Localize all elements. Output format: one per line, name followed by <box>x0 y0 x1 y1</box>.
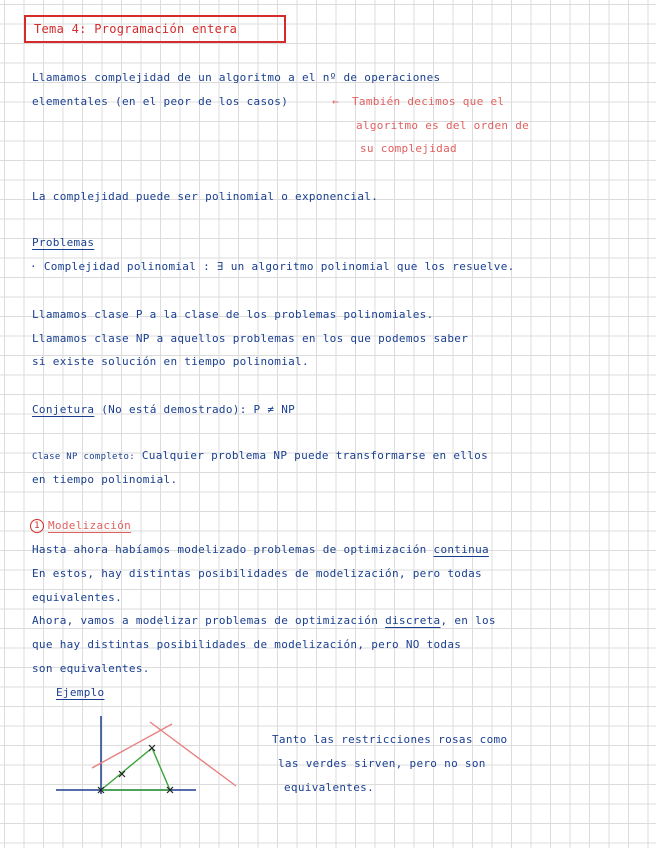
class-np-line-2: si existe solución en tiempo polinomial. <box>32 355 309 368</box>
modeling-line-2: En estos, hay distintas posibilidades de modelización, pero todas <box>32 567 482 580</box>
class-np-line-1: Llamamos clase NP a aquellos problemas en los que podemos saber <box>32 332 469 345</box>
continua-word: continua <box>433 543 489 556</box>
class-p-line: Llamamos clase P a la clase de los problemas polinomiales. <box>32 308 434 321</box>
complexity-types: La complejidad puede ser polinomial o exponencial. <box>32 190 379 203</box>
section-title: Modelización <box>48 519 132 532</box>
page-title: Tema 4: Programación entera <box>34 22 238 36</box>
note-line-2: algoritmo es del orden de <box>356 119 530 132</box>
example-note-line-2: las verdes sirven, pero no son <box>278 757 486 770</box>
note-line-3: su complejidad <box>360 142 457 155</box>
section-number: 1 <box>30 519 44 533</box>
problems-heading: Problemas <box>32 236 95 249</box>
example-label: Ejemplo <box>56 686 105 699</box>
modeling-line-3: equivalentes. <box>32 591 122 604</box>
np-complete-label: Clase NP completo: <box>32 452 135 462</box>
example-note-line-3: equivalentes. <box>284 781 374 794</box>
modeling-line-5: que hay distintas posibilidades de modelización, pero NO todas <box>32 638 462 651</box>
conjecture-label: Conjetura <box>32 403 95 416</box>
note-arrow: ← <box>332 95 339 108</box>
integer-point <box>149 745 155 751</box>
modeling-line-4-a: Ahora, vamos a modelizar problemas de optimización <box>32 614 379 627</box>
polynomial-bullet: · Complejidad polinomial : ∃ un algoritmo polinomial que los resuelve. <box>30 260 515 273</box>
note-line-1: También decimos que el <box>352 95 505 108</box>
modeling-line-6: son equivalentes. <box>32 662 150 675</box>
discreta-word: discreta <box>385 614 441 627</box>
example-note-line-1: Tanto las restricciones rosas como <box>272 733 508 746</box>
green-constraint-2 <box>152 748 170 790</box>
conjecture-text: (No está demostrado): P ≠ NP <box>101 403 296 416</box>
np-complete-text-1: Cualquier problema NP puede transformarse en ellos <box>141 449 489 462</box>
green-constraint-1 <box>101 748 152 790</box>
intro-line-1: Llamamos complejidad de un algoritmo a el nº de operaciones <box>32 71 441 84</box>
np-complete-line-2: en tiempo polinomial. <box>32 473 178 486</box>
pink-constraint-2 <box>150 722 236 786</box>
intro-line-2: elementales (en el peor de los casos) <box>32 95 289 108</box>
modeling-line-4-c: , en los <box>440 614 496 627</box>
pink-constraint-1 <box>92 724 172 768</box>
modeling-line-1-a: Hasta ahora habíamos modelizado problemas de optimización <box>32 543 427 556</box>
